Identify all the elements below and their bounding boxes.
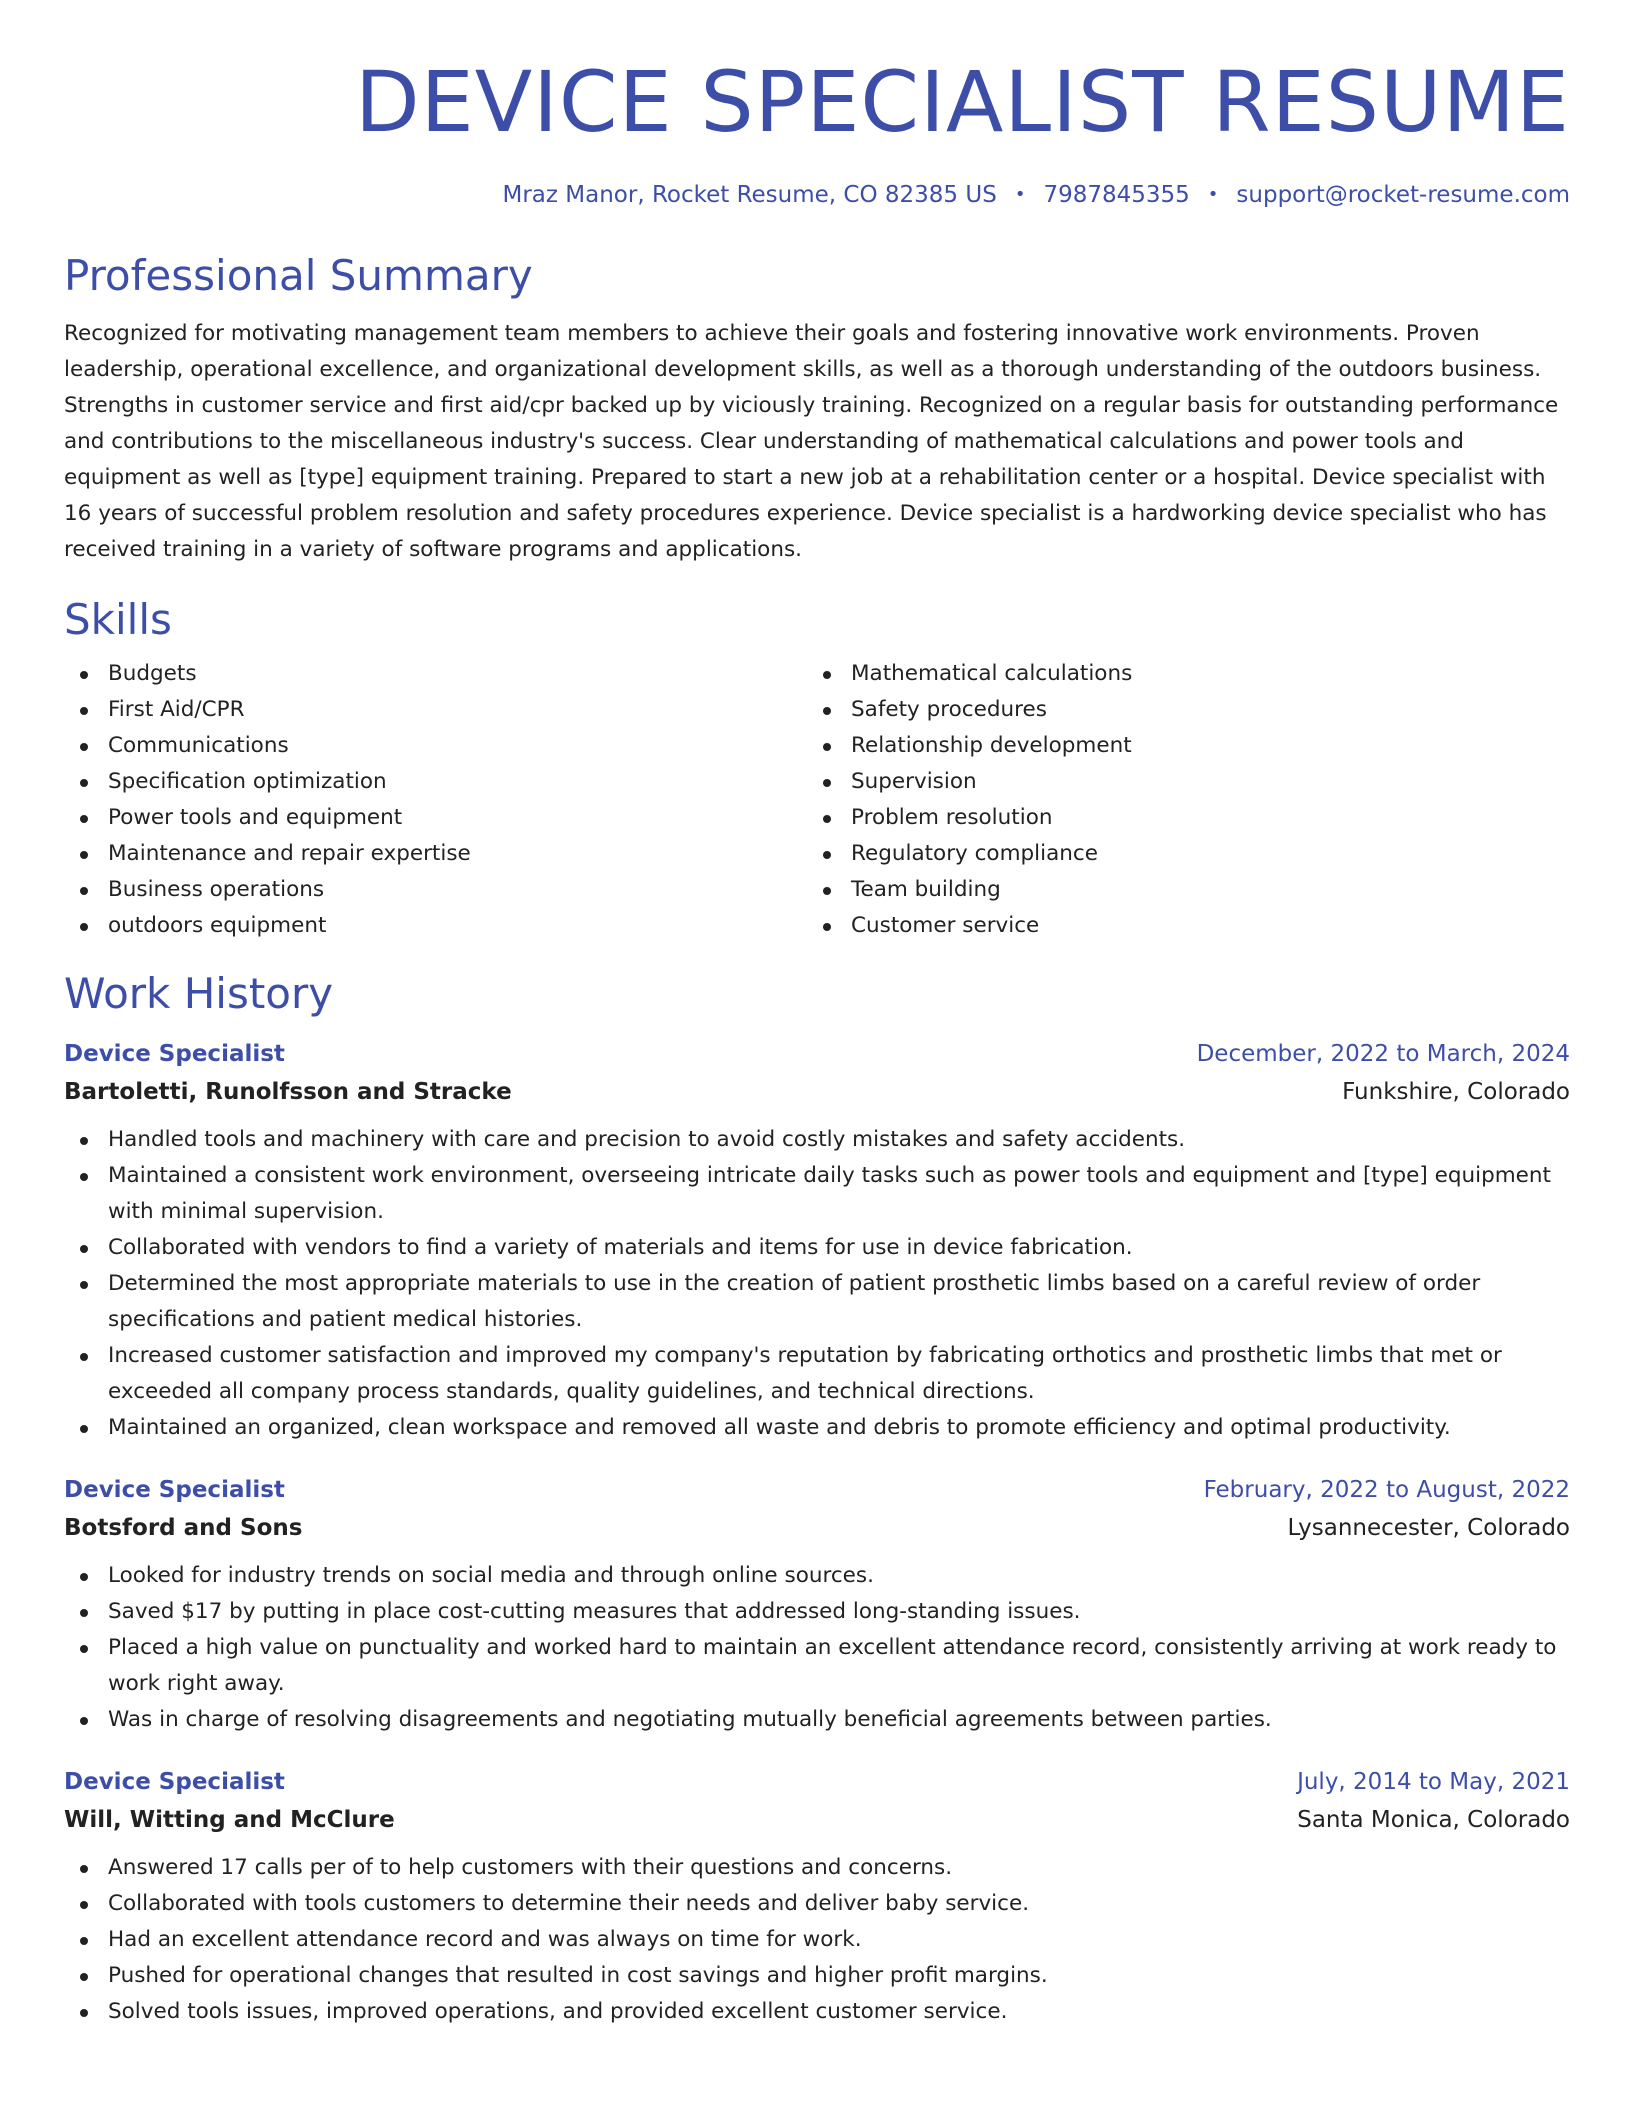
contact-line [64,180,1570,212]
skill-item: Relationship development [807,728,1550,764]
skill-item: Mathematical calculations [807,656,1550,692]
job-bullet: Pushed for operational changes that resulted in cost savings and higher profit margins. [64,1958,1570,1994]
skill-item: Safety procedures [807,692,1550,728]
job-company: Will, Witting and McClure [64,1807,395,1833]
summary-heading: Professional Summary [64,251,533,300]
separator-dot: • [1207,184,1219,205]
job-title: Device Specialist [64,1041,285,1067]
job-bullet: Increased customer satisfaction and improved my company's reputation by fabricating orthotics and prosthetic limbs that met or exceeded all company process standards, quality guidelines, and technical directions. [64,1338,1570,1410]
job-bullet: Solved tools issues, improved operations, and provided excellent customer service. [64,1994,1570,2030]
skill-item: outdoors equipment [64,908,807,944]
job-title: Device Specialist [64,1477,285,1503]
contact-address: Mraz Manor, Rocket Resume, CO 82385 US [502,182,997,208]
job-entry [64,1036,1570,1446]
skills-column-left [64,656,807,944]
job-bullet: Placed a high value on punctuality and worked hard to maintain an excellent attendance record, consistently arriving at work ready to work right away. [64,1630,1570,1702]
skill-item: Budgets [64,656,807,692]
skill-item: Regulatory compliance [807,836,1550,872]
skills-heading: Skills [64,595,172,644]
resume-header [64,0,1570,212]
job-header-row [64,1472,1570,1508]
skill-item: Team building [807,872,1550,908]
job-dates: July, 2014 to May, 2021 [1297,1769,1570,1795]
skills-column-right [807,656,1550,944]
contact-phone: 7987845355 [1043,182,1190,208]
job-entry [64,1472,1570,1738]
skill-item: Maintenance and repair expertise [64,836,807,872]
resume-page [64,0,1570,2030]
job-bullet: Collaborated with vendors to find a variety of materials and items for use in device fabrication. [64,1230,1570,1266]
separator-dot: • [1014,184,1026,205]
job-entry [64,1764,1570,2030]
job-company-row [64,1800,1570,1840]
skill-item: Problem resolution [807,800,1550,836]
skill-item: Customer service [807,908,1550,944]
job-bullet: Saved $17 by putting in place cost-cutting measures that addressed long-standing issues. [64,1594,1570,1630]
contact-email: support@rocket-resume.com [1236,182,1570,208]
job-bullets [64,1558,1570,1738]
job-company: Botsford and Sons [64,1515,303,1541]
skills-list [64,656,1570,944]
work-history-heading: Work History [64,969,334,1018]
job-bullet: Looked for industry trends on social media and through online sources. [64,1558,1570,1594]
job-company-row [64,1072,1570,1112]
job-header-row [64,1036,1570,1072]
job-bullet: Was in charge of resolving disagreements and negotiating mutually beneficial agreements between parties. [64,1702,1570,1738]
skill-item: Power tools and equipment [64,800,807,836]
job-bullet: Handled tools and machinery with care and precision to avoid costly mistakes and safety accidents. [64,1122,1570,1158]
job-dates: February, 2022 to August, 2022 [1203,1477,1570,1503]
job-bullet: Had an excellent attendance record and was always on time for work. [64,1922,1570,1958]
job-bullet: Answered 17 calls per of to help customers with their questions and concerns. [64,1850,1570,1886]
job-bullet: Determined the most appropriate materials to use in the creation of patient prosthetic limbs based on a careful review of order specifications and patient medical histories. [64,1266,1570,1338]
skill-item: First Aid/CPR [64,692,807,728]
job-title: Device Specialist [64,1769,285,1795]
job-company-row [64,1508,1570,1548]
job-bullets [64,1850,1570,2030]
job-location: Lysannecester, Colorado [1287,1515,1570,1541]
job-dates: December, 2022 to March, 2024 [1196,1041,1570,1067]
job-location: Santa Monica, Colorado [1297,1807,1570,1833]
skill-item: Specification optimization [64,764,807,800]
job-bullets [64,1122,1570,1446]
summary-text: Recognized for motivating management team members to achieve their goals and fostering innovative work environments. Proven leadership, operational excellence, and organizational development skills, as well as a thorough understanding of the outdoors business. Strengths in customer service and first aid/cpr backed up by viciously training. Recognized on a regular basis for outstanding performance and contributions to the miscellaneous industry's success. Clear understanding of mathematical calculations and power tools and equipment as well as [type] equipment training. Prepared to start a new job at a rehabilitation center or a hospital. Device specialist with 16 years of successful problem resolution and safety procedures experience. Device specialist is a hardworking device specialist who has received training in a variety of software programs and applications. [64,321,1559,562]
skill-item: Supervision [807,764,1550,800]
job-header-row [64,1764,1570,1800]
job-bullet: Collaborated with tools customers to determine their needs and deliver baby service. [64,1886,1570,1922]
job-bullet: Maintained an organized, clean workspace and removed all waste and debris to promote efficiency and optimal productivity. [64,1410,1570,1446]
job-location: Funkshire, Colorado [1342,1079,1570,1105]
skill-item: Business operations [64,872,807,908]
job-company: Bartoletti, Runolfsson and Stracke [64,1079,512,1105]
job-bullet: Maintained a consistent work environment, overseeing intricate daily tasks such as power tools and equipment and [type] equipment with minimal supervision. [64,1158,1570,1230]
skill-item: Communications [64,728,807,764]
resume-name: DEVICE SPECIALIST RESUME [354,53,1570,151]
